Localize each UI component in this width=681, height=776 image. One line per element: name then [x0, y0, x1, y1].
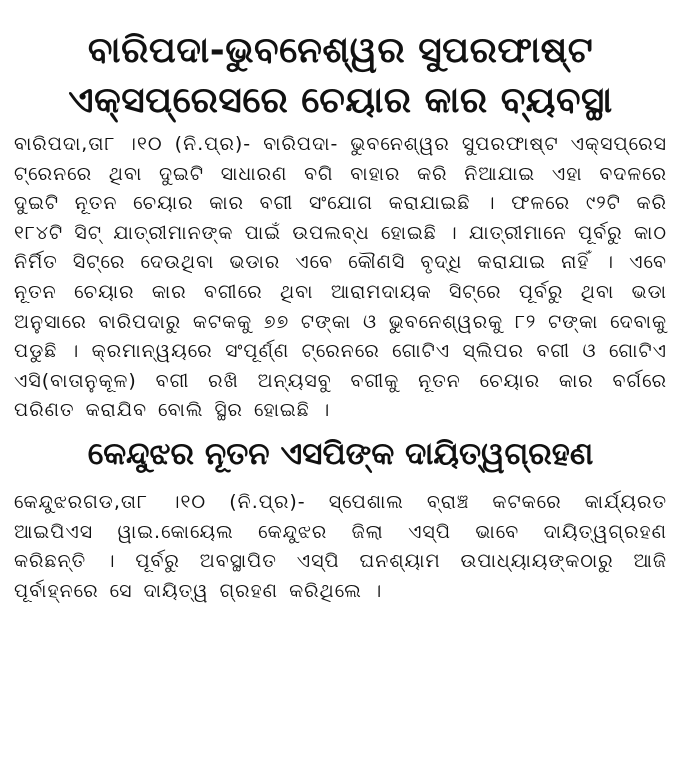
- story1-headline-line2: ଏକ୍ସପ୍ରେସରେ ଚେୟାର କାର ବ୍ୟବସ୍ଥା: [68, 80, 613, 121]
- story2-dateline: କେନ୍ଦୁଝରଗଡ,ତା୮ ।୧୦ (ନି.ପ୍ର)-: [14, 490, 306, 513]
- story2-article: [14, 488, 667, 606]
- story1-dateline: ବାରିପଦା,ତା୮ ।୧୦ (ନି.ପ୍ର)-: [14, 133, 252, 155]
- story2-headline: କେନ୍ଦୁଝର ନୂତନ ଏସପିଙ୍କ ଦାୟିତ୍ୱଗ୍ରହଣ: [87, 435, 594, 472]
- story2-body: ସ୍ପେଶାଲ ବ୍ରାଞ୍ଚ କଟକରେ କାର୍ଯ୍ୟରତ ଆଇପିଏସ ୱାଇ.କୋୟେଲ କେନ୍ଦୁଝର ଜିଲା ଏସ୍‌ପି ଭାବେ ଦାୟିତ୍ୱଗ୍ରହଣ କରିଛନ୍ତି । ପୂର୍ବରୁ ଅବସ୍ଥାପିତ ଏସ୍‌ପି ଘନଶ୍ୟାମ ଉପାଧ୍ୟାୟଙ୍କଠାରୁ ଆଜି ପୂର୍ବାହ୍ନରେ ସେ ଦାୟିତ୍ୱ ଗ୍ରହଣ କରିଥିଲେ ।: [14, 490, 667, 602]
- story1-body: ବାରିପଦା- ଭୁବନେଶ୍ୱର ସୁପରଫାଷ୍ଟ ଏକ୍ସପ୍ରେସ ଟ୍ରେନରେ ଥିବା ଦୁଇଟି ସାଧାରଣ ବଗି ବାହାର କରି ନିଆଯାଇ ଏହା ବଦଳରେ ଦୁଇଟି ନୂତନ ଚେୟାର କାର ବଗୀ ସଂଯୋଗ କରାଯାଇଛି । ଫଳରେ ୯୨ଟି କରି ୧୮୪ଟି ସିଟ୍ ଯାତ୍ରୀମାନଙ୍କ ପାଇଁ ଉପଲବ୍ଧ ହୋଇଛି । ଯାତ୍ରୀମାନେ ପୂର୍ବରୁ କାଠ ନିର୍ମିତ ସିଟ୍‌ରେ ଦେଉଥିବା ଭଡାର ଏବେ କୌଣସି ବୃଦ୍ଧି କରାଯାଇ ନାହିଁ । ଏବେ ନୂତନ ଚେୟାର କାର ବଗୀରେ ଥିବା ଆରାମଦାୟକ ସିଟ୍‌ରେ ପୂର୍ବରୁ ଥିବା ଭଡା ଅନୁସାରେ ବାରିପଦାରୁ କଟକକୁ ୭୭ ଟଙ୍କା ଓ ଭୁବନେଶ୍ୱରକୁ ୮୨ ଟଙ୍କା ଦେବାକୁ ପଡୁଛି । କ୍ରମାନ୍ୱୟରେ ସଂପୂର୍ଣ୍ଣ ଟ୍ରେନରେ ଗୋଟିଏ ସ୍ଲିପର ବଗୀ ଓ ଗୋଟିଏ ଏସି(ବାତାନୁକୂଳ) ବଗୀ ରଖି ଅନ୍ୟସବୁ ବଗୀକୁ ନୂତନ ଚେୟାର କାର ବର୍ଗରେ ପରିଣତ କରାଯିବ ବୋଲି ସ୍ଥିର ହୋଇଛି ।: [14, 133, 667, 422]
- story1-article: [14, 130, 667, 426]
- story1-headline-line1: ବାରିପଦା-ଭୁବନେଶ୍ୱର ସୁପରଫାଷ୍ଟ: [87, 30, 594, 71]
